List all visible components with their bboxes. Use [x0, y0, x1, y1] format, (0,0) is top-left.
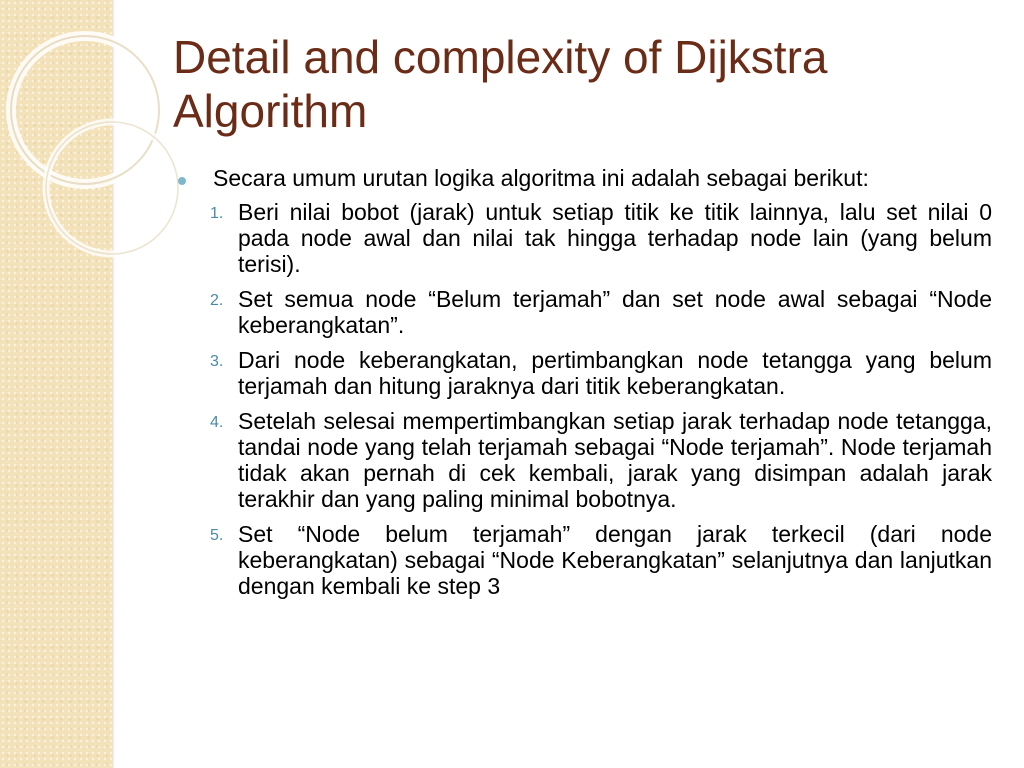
step-item [210, 199, 992, 277]
bullet-dot-icon [178, 177, 186, 185]
step-number: 1. [210, 205, 224, 222]
step-text: Beri nilai bobot (jarak) untuk setiap titik ke titik lainnya, lalu set nilai 0 pada node awal dan nilai tak hingga terhadap node lain (yang belum terisi). [238, 199, 992, 277]
step-text: Set “Node belum terjamah” dengan jarak terkecil (dari node keberangkatan) sebagai “Node Keberangkatan” selanjutnya dan lanjutkan dengan kembali ke step 3 [238, 521, 992, 599]
decorative-rings [0, 0, 200, 260]
step-item [210, 408, 992, 512]
step-text: Setelah selesai mempertimbangkan setiap jarak terhadap node tetangga, tandai node yang telah terjamah sebagai “Node terjamah”. Node terjamah tidak akan pernah di cek kembali, jarak yang disimpan adalah jarak terakhir dan yang paling minimal bobotnya. [238, 408, 992, 512]
step-text: Set semua node “Belum terjamah” dan set node awal sebagai “Node keberangkatan”. [238, 286, 992, 338]
step-number: 4. [210, 414, 224, 431]
step-number: 3. [210, 353, 224, 370]
step-number: 5. [210, 527, 224, 544]
step-number: 2. [210, 292, 224, 309]
step-item [210, 286, 992, 338]
step-item [210, 521, 992, 599]
bullet-text: Secara umum urutan logika algoritma ini adalah sebagai berikut: [213, 165, 869, 191]
bullet-item [178, 166, 992, 191]
step-text: Dari node keberangkatan, pertimbangkan node tetangga yang belum terjamah dan hitung jaraknya dari titik keberangkatan. [238, 347, 992, 399]
steps-list [178, 199, 992, 599]
slide-content [178, 166, 992, 608]
slide-title: Detail and complexity of Dijkstra Algorithm [173, 31, 828, 137]
step-item [210, 347, 992, 399]
